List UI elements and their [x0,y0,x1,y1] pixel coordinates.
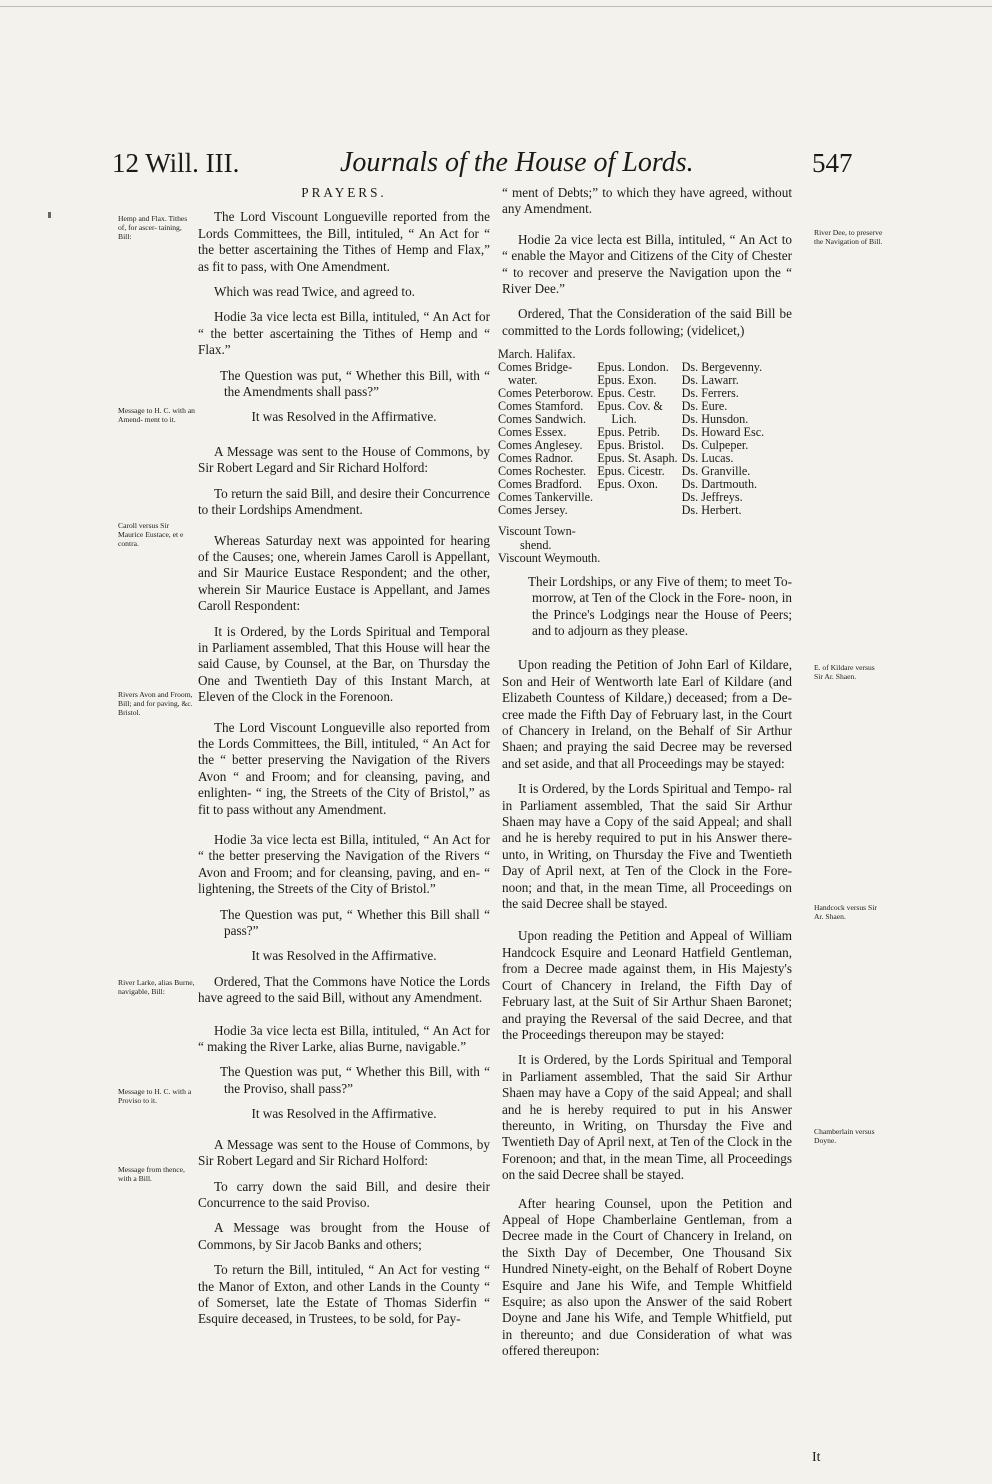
paragraph: A Message was sent to the House of Commons, by Sir Robert Legard and Sir Richard Holford: [198,1136,490,1169]
section-heading-prayers: PRAYERS. [301,185,387,200]
paragraph: It is Ordered, by the Lords Spiritual and Temporal in Parliament assembled, That the said Sir Arthur Shaen may have a Copy of the said Appeal; and shall and he is hereby required to put in his Answer thereunto, in Writing, on Thursday the Five and Twentieth Day of April next, at Ten of the Clock in the Forenoon; and that, in the mean Time, all Proceedings on the said Decree shall be stayed. [502,1052,792,1183]
left-column [198,185,490,1337]
committee-lords-table [498,361,768,517]
paragraph: The Question was put, “ Whether this Bill shall “ pass?” [220,906,490,939]
lord-name: Epus. Exon. [597,373,657,388]
lord-name: Ds. Hunsdon. [681,412,749,427]
lord-name: Viscount Weymouth. [498,551,601,566]
lord-name: Epus. Petrib. [597,425,660,440]
margin-note-message-amendment: Message to H. C. with an Amend- ment to it. [118,406,195,424]
margin-note-message-proviso: Message to H. C. with a Proviso to it. [118,1087,192,1105]
regnal-year-header: 12 Will. III. [112,148,240,178]
paragraph: A Message was brought from the House of Commons, by Sir Jacob Banks and others; [198,1220,490,1252]
lord-name: Comes Anglesey. [498,438,583,453]
lord-name: Viscount Town- [498,524,576,539]
paragraph: After hearing Counsel, upon the Petition and Appeal of Hope Chamberlaine Gentleman, from a Decree made in the Court of Chancery in Ireland, on the Sixth Day of December, One Thousand Six Hundred Ninety-eight, on the Behalf of Robert Doyne Esquire and Jane his Wife, and Temple Whitfield Esquire; as also upon the Answer of the said Robert Doyne and Jane his Wife, and Temple Whitfield, put in thereunto; and due Consideration of what was offered thereupon: [502,1195,792,1359]
paragraph: Ordered, That the Consideration of the said Bill be committed to the Lords following; (videlicet,) [502,306,792,338]
lord-name: Comes Rochester. [498,464,587,479]
margin-note-kildare-shaen: E. of Kildare versus Sir Ar. Shaen. [814,663,875,681]
lord-name: Comes Tankerville. [498,490,594,505]
lord-name: Ds. Jeffreys. [681,490,743,505]
margin-note-rivers-avon-froom: Rivers Avon and Froom, Bill; and for paving, &c. Bristol. [118,690,193,717]
lord-name: Ds. Dartmouth. [681,477,758,492]
lord-name: Ds. Howard Esc. [681,425,765,440]
margin-note-message-from-commons: Message from thence, with a Bill. [118,1165,185,1183]
paragraph: Their Lordships, or any Five of them; to meet To-morrow, at Ten of the Clock in the Fore- noon, in the Prince's Lodgings near the House of Peers; and to adjourn as they please. [528,573,792,638]
lord-name: Epus. Oxon. [597,477,658,492]
margin-note-river-dee: River Dee, to preserve the Navigation of Bill. [814,228,883,246]
lord-name: Epus. London. [597,360,669,375]
lord-name: Comes Bradford. [498,477,582,492]
journal-title-header: Journals of the House of Lords. [340,147,694,178]
paragraph: The Question was put, “ Whether this Bill, with “ the Amendments shall pass?” [220,367,490,400]
lord-name: Epus. Bristol. [597,438,665,453]
lord-name: Epus. Cicestr. [597,464,665,479]
lord-name: Epus. Cov. & [597,399,663,414]
page-number: 547 [812,148,853,178]
resolution: It was Resolved in the Affirmative. [251,948,437,964]
right-column [498,185,792,1369]
top-rule [0,6,992,7]
lord-name: Ds. Bergevenny. [681,360,763,375]
lord-name: Ds. Granville. [681,464,751,479]
margin-note-hemp-flax: Hemp and Flax. Tithes of, for ascer- taining, Bill: [118,214,188,241]
lord-name: Ds. Lawarr. [681,373,739,388]
lord-name: Comes Sandwich. [498,412,587,427]
lord-name: water. [508,373,538,388]
catchword: It [812,1450,821,1465]
paragraph: It is Ordered, by the Lords Spiritual and Tempo- ral in Parliament assembled, That the said Sir Arthur Shaen may have a Copy of the said Appeal; and shall and he is hereby required to put in his Answer there- unto, in Writing, on Thursday the Five and Twentieth Day of April next, at Ten of the Clock in the Fore- noon; and that, in the mean Time, all Proceedings on the said Decree shall be stayed. [502,781,792,912]
paragraph: Hodie 3a vice lecta est Billa, intituled, “ An Act for “ the better preserving the Navigation of the Rivers “ Avon and Froom; and for cleansing, paving, and en- “ lightening, the Streets of the City of Bristol.” [198,832,490,897]
paragraph: To return the said Bill, and desire their Concurrence to their Lordships Amendment. [198,485,490,518]
resolution: It was Resolved in the Affirmative. [251,1106,437,1122]
lord-name: Comes Bridge- [498,360,573,375]
lord-name: Comes Radnor. [498,451,574,466]
paragraph: Upon reading the Petition and Appeal of William Handcock Esquire and Leonard Hatfield Gentleman, from a Decree made against them, in His Majesty's Court of Chancery in Ireland, the Fifth Day of February last, at the Suit of Sir Arthur Shaen Baronet; and praying the Reversal of the said Decree, and that the Proceedings thereupon may be stayed: [502,928,792,1042]
margin-note-chamberlain-doyne: Chamberlain versus Doyne. [814,1127,875,1145]
lord-name: Comes Essex. [498,425,567,440]
paragraph: The Lord Viscount Longueville also reported from the Lords Committees, the Bill, intituled, “ An Act for the “ better preserving the Navigation of the Rivers Avon “ and Froom; and for cleansing, paving, and enlighten- “ ing, the Streets of the City of Bristol,” as fit to pass without any Amendment. [198,719,490,817]
resolution: It was Resolved in the Affirmative. [251,409,437,425]
paragraph: Hodie 3a vice lecta est Billa, intituled, “ An Act for “ making the River Larke, alias Burne, navigable.” [198,1022,490,1055]
margin-note-handcock-shaen: Handcock versus Sir Ar. Shaen. [814,903,877,921]
paragraph: It is Ordered, by the Lords Spiritual and Temporal in Parliament assembled, That this House will hear the said Cause, by Counsel, at the Bar, on Thursday the One and Twentieth Day of this Instant March, at Eleven of the Clock in the Forenoon. [198,623,490,705]
paragraph: To return the Bill, intituled, “ An Act for vesting “ the Manor of Exton, and other Lands in the County “ of Somerset, late the Estate of Thomas Siderfin “ Esquire deceased, in Trustees, to be sold, for Pay- [198,1262,490,1327]
paragraph: “ ment of Debts;” to which they have agreed, without any Amendment. [502,185,792,217]
ink-mark [48,212,51,218]
lord-name: shend. [520,537,552,552]
paragraph: A Message was sent to the House of Commons, by Sir Robert Legard and Sir Richard Holford: [198,443,490,476]
lords-list-march: March. Halifax. [498,347,576,362]
paragraph: The Question was put, “ Whether this Bill, with “ the Proviso, shall pass?” [220,1064,490,1096]
lord-name: Comes Stamford. [498,399,584,414]
lord-name: Ds. Herbert. [681,503,742,518]
paragraph: To carry down the said Bill, and desire their Concurrence to the said Proviso. [198,1178,490,1210]
paragraph: Hodie 3a vice lecta est Billa, intituled, “ An Act for “ the better ascertaining the Tithes of Hemp and “ Flax.” [198,309,490,358]
paragraph: Whereas Saturday next was appointed for hearing of the Causes; one, wherein James Caroll is Appellant, and Sir Maurice Eustace Respondent; and the other, wherein Sir Maurice Eustace is Appellant, and James Caroll Respondent: [198,532,490,614]
margin-note-caroll-eustace: Caroll versus Sir Maurice Eustace, et e contra. [118,521,184,548]
lord-name: Ds. Eure. [681,399,728,414]
lord-name: Ds. Lucas. [681,451,734,466]
viscounts-list [498,525,792,566]
paragraph: Upon reading the Petition of John Earl of Kildare, Son and Heir of Wentworth late Earl of Kildare (and Elizabeth Countess of Kildare,) deceased; from a De- cree made the Fifth Day of February last, in the Court of Chancery in Ireland, on the Behalf of Sir Arthur Shaen; and praying the said Decree may be reversed and set aside, and that all Proceedings may be stayed: [502,657,792,771]
lord-name: Ds. Ferrers. [681,386,739,401]
paragraph: Which was read Twice, and agreed to. [214,284,415,300]
margin-note-river-larke: River Larke, alias Burne, navigable, Bill: [118,978,195,996]
lord-name: Ds. Culpeper. [681,438,749,453]
lord-name: Comes Peterborow. [498,386,594,401]
lord-name: Epus. St. Asaph. [597,451,678,466]
paragraph: Ordered, That the Commons have Notice the Lords have agreed to the said Bill, without any Amendment. [198,973,490,1006]
lord-name: Lich. [611,412,637,427]
paragraph: The Lord Viscount Longueville reported from the Lords Committees, the Bill, intituled, “ An Act for “ the better ascertaining the Tithes of Hemp and Flax,” as fit to pass, with One Amendment. [198,209,490,274]
lord-name: Epus. Cestr. [597,386,656,401]
paragraph: Hodie 2a vice lecta est Billa, intituled, “ An Act to “ enable the Mayor and Citizens of the City of Chester “ to recover and preserve the Navigation upon the “ River Dee.” [502,231,792,297]
lord-name: Comes Jersey. [498,503,568,518]
